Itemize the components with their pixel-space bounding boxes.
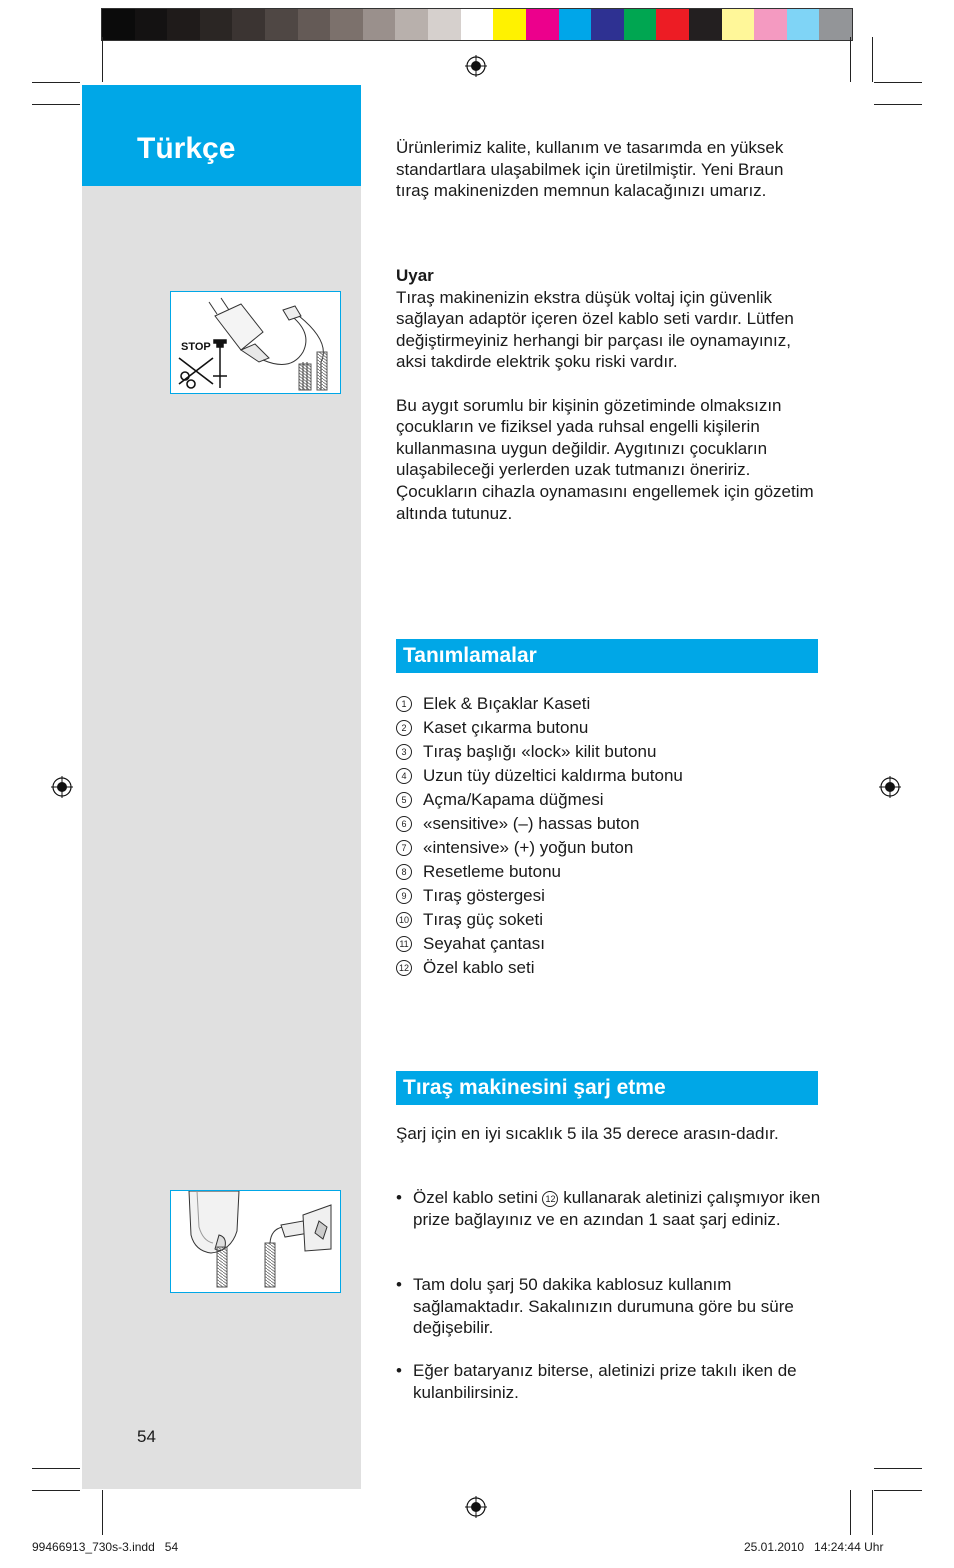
warning-text: Tıraş makinenizin ekstra düşük voltaj için güvenlik sağlayan adaptör içeren özel kablo seti vardır. Lütfen değiştirmeyiniz herhangi bir parçası ile oynamayınız, aksi takdirde elektrik şoku riski vardır. xyxy=(396,287,794,372)
list-item xyxy=(396,884,816,908)
color-swatch xyxy=(559,9,592,40)
part-number-badge: 1 xyxy=(396,696,412,712)
list-item xyxy=(396,764,816,788)
part-number-badge: 12 xyxy=(542,1191,558,1207)
charging-intro-text: Şarj için en iyi sıcaklık 5 ila 35 derece arasın-dadır. xyxy=(396,1124,779,1143)
page-title: Türkçe xyxy=(137,132,236,165)
color-swatch xyxy=(591,9,624,40)
crop-mark xyxy=(874,1490,922,1491)
crop-mark xyxy=(874,104,922,105)
color-swatch xyxy=(363,9,396,40)
part-label: Kaset çıkarma butonu xyxy=(423,718,589,737)
charging-illustration xyxy=(170,1190,341,1293)
color-swatch xyxy=(167,9,200,40)
color-swatch xyxy=(526,9,559,40)
crop-mark xyxy=(102,1490,103,1535)
bullet-text: Eğer bataryanız biterse, aletinizi prize takılı iken de kulanbilirsiniz. xyxy=(413,1361,797,1402)
list-item xyxy=(396,812,816,836)
registration-target-icon xyxy=(51,776,73,798)
list-item xyxy=(396,716,816,740)
color-swatch xyxy=(656,9,689,40)
list-item xyxy=(396,692,816,716)
list-item xyxy=(396,908,816,932)
charging-intro xyxy=(396,1123,821,1145)
charging-heading: Tıraş makinesini şarj etme xyxy=(396,1071,818,1105)
crop-mark xyxy=(874,82,922,83)
part-label: Elek & Bıçaklar Kaseti xyxy=(423,694,591,713)
color-swatch xyxy=(461,9,494,40)
crop-mark xyxy=(874,1468,922,1469)
color-swatch xyxy=(689,9,722,40)
crop-mark xyxy=(32,1490,80,1491)
bullet-text-part: kullanarak aletinizi çalışmıyor iken prize bağlayınız ve en azından 1 saat şarj ediniz. xyxy=(413,1188,821,1229)
part-label: Tıraş güç soketi xyxy=(423,910,543,929)
plug-stop-icon xyxy=(171,292,340,393)
bullet-dot: • xyxy=(396,1361,402,1380)
part-number-badge: 10 xyxy=(396,912,412,928)
stop-label: STOP xyxy=(181,341,211,353)
color-swatch xyxy=(265,9,298,40)
list-item xyxy=(396,932,816,956)
warning-section xyxy=(396,265,821,524)
bullet-text-part: Özel kablo setini xyxy=(413,1188,538,1207)
crop-mark xyxy=(872,37,873,82)
bullet-dot: • xyxy=(396,1188,402,1207)
part-number-badge: 5 xyxy=(396,792,412,808)
part-number-badge: 7 xyxy=(396,840,412,856)
part-label: Resetleme butonu xyxy=(423,862,561,881)
part-label: «intensive» (+) yoğun buton xyxy=(423,838,634,857)
crop-mark xyxy=(872,1490,873,1535)
color-swatch xyxy=(493,9,526,40)
crop-mark xyxy=(32,82,80,83)
color-swatch xyxy=(624,9,657,40)
bullet-dot: • xyxy=(396,1275,402,1294)
list-item xyxy=(396,956,816,980)
intro-text: Ürünlerimiz kalite, kullanım ve tasarımda en yüksek standartlara ulaşabilmek için üretilmiştir. Yeni Braun tıraş makinenizden memnun kalacağınızı umarız. xyxy=(396,138,784,201)
charging-bullet xyxy=(396,1187,821,1230)
bullet-text xyxy=(413,1187,821,1230)
bullet-text: Tam dolu şarj 50 dakika kablosuz kullanım sağlamaktadır. Sakalınızın durumuna göre bu süre değişebilir. xyxy=(413,1275,794,1338)
part-number-badge: 2 xyxy=(396,720,412,736)
part-number-badge: 9 xyxy=(396,888,412,904)
list-item xyxy=(396,788,816,812)
list-item xyxy=(396,836,816,860)
part-number-badge: 3 xyxy=(396,744,412,760)
part-label: Uzun tüy düzeltici kaldırma butonu xyxy=(423,766,683,785)
crop-mark xyxy=(32,104,80,105)
crop-mark xyxy=(102,37,103,82)
definitions-heading: Tanımlamalar xyxy=(396,639,818,673)
color-swatch xyxy=(395,9,428,40)
page-number: 54 xyxy=(137,1427,156,1446)
registration-target-icon xyxy=(465,1496,487,1518)
color-swatch xyxy=(298,9,331,40)
crop-mark xyxy=(850,1490,851,1535)
color-calibration-bar xyxy=(101,8,853,41)
part-label: Açma/Kapama düğmesi xyxy=(423,790,604,809)
shaver-charging-icon xyxy=(171,1191,340,1292)
color-swatch xyxy=(787,9,820,40)
cord-set-warning-illustration xyxy=(170,291,341,394)
charging-bullet xyxy=(396,1274,821,1339)
registration-target-icon xyxy=(465,55,487,77)
part-number-badge: 4 xyxy=(396,768,412,784)
color-swatch xyxy=(330,9,363,40)
part-label: Tıraş göstergesi xyxy=(423,886,545,905)
color-swatch xyxy=(819,9,852,40)
crop-mark xyxy=(850,37,851,82)
part-number-badge: 12 xyxy=(396,960,412,976)
color-swatch xyxy=(722,9,755,40)
color-swatch xyxy=(200,9,233,40)
part-number-badge: 6 xyxy=(396,816,412,832)
print-timestamp: 25.01.2010 14:24:44 Uhr xyxy=(744,1540,884,1554)
part-number-badge: 11 xyxy=(396,936,412,952)
part-label: Tıraş başlığı «lock» kilit butonu xyxy=(423,742,657,761)
part-label: Seyahat çantası xyxy=(423,934,545,953)
file-info: 99466913_730s-3.indd 54 xyxy=(32,1540,179,1554)
crop-mark xyxy=(32,1468,80,1469)
color-swatch xyxy=(754,9,787,40)
supervision-text: Bu aygıt sorumlu bir kişinin gözetiminde olmaksızın çocukların ve fiziksel yada ruhsal engelli kişilerin kullanmasına uygun değildir. Aygıtınızı çocukların ulaşabileceği yerlerden uzak tutmanızı öneririz. Çocukların cihazla oynamasını engellemek için gözetim altında tutunuz. xyxy=(396,395,814,523)
warning-heading: Uyar xyxy=(396,266,434,285)
part-number-badge: 8 xyxy=(396,864,412,880)
color-swatch xyxy=(232,9,265,40)
intro-paragraph xyxy=(396,137,821,202)
parts-list xyxy=(396,692,816,980)
charging-bullet xyxy=(396,1360,821,1403)
list-item xyxy=(396,740,816,764)
part-label: Özel kablo seti xyxy=(423,958,535,977)
registration-target-icon xyxy=(879,776,901,798)
color-swatch xyxy=(135,9,168,40)
color-swatch xyxy=(428,9,461,40)
color-swatch xyxy=(102,9,135,40)
list-item xyxy=(396,860,816,884)
part-label: «sensitive» (–) hassas buton xyxy=(423,814,640,833)
